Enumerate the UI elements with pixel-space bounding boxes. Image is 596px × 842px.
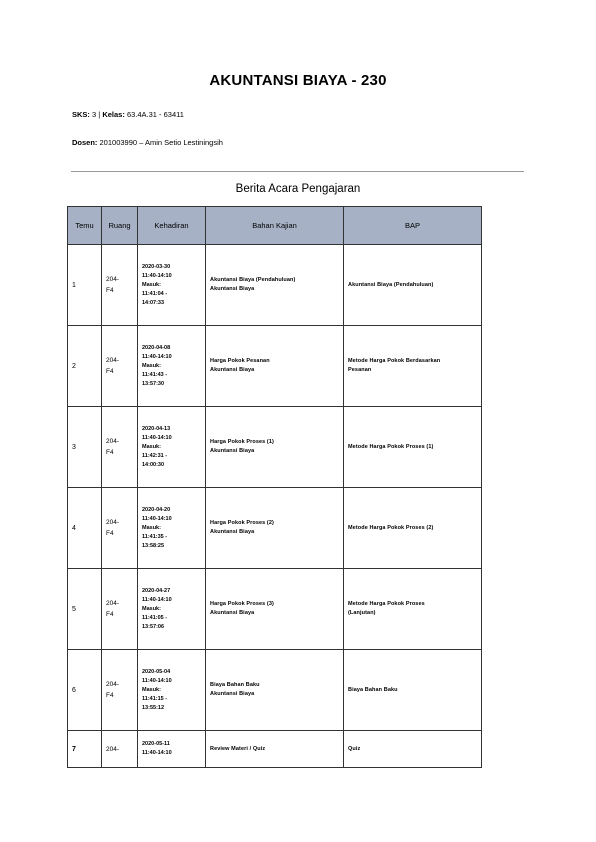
- cell-kehadiran-line: 11:41:43 -: [142, 371, 168, 378]
- sks-label: SKS:: [72, 110, 90, 119]
- table-header-row: [68, 207, 482, 245]
- lecturer-info: [72, 138, 223, 147]
- cell-ruang-line: F4: [106, 368, 114, 375]
- divider: [71, 171, 524, 172]
- cell-ruang-line: F4: [106, 530, 114, 537]
- cell-bap: [344, 650, 482, 731]
- cell-ruang-line: 204-: [106, 357, 120, 364]
- header-bap: BAP: [344, 207, 482, 245]
- cell-bahan-kajian-line: Akuntansi Biaya: [210, 367, 255, 373]
- cell-bap: [344, 488, 482, 569]
- cell-kehadiran-line: 11:40-14:10: [142, 272, 172, 279]
- cell-ruang-line: 204-: [106, 276, 120, 283]
- cell-ruang-line: 204-: [106, 745, 120, 753]
- cell-bap-line: Quiz: [348, 745, 361, 752]
- cell-ruang: [102, 650, 138, 731]
- cell-kehadiran-line: Masuk:: [142, 443, 161, 450]
- dosen-value: 201003990 – Amin Setio Lestiningsih: [99, 138, 223, 147]
- cell-kehadiran: [138, 731, 206, 768]
- cell-ruang-line: 204-: [106, 600, 120, 607]
- cell-bahan-kajian-line: Akuntansi Biaya: [210, 529, 255, 535]
- cell-ruang-line: F4: [106, 692, 114, 699]
- cell-kehadiran-line: 2020-04-20: [142, 506, 171, 513]
- cell-bap-line: Metode Harga Pokok Proses: [348, 601, 425, 607]
- cell-bahan-kajian: [206, 326, 344, 407]
- cell-bap-line: Metode Harga Pokok Proses (1): [348, 443, 434, 450]
- kelas-value: 63.4A.31 - 63411: [126, 110, 184, 119]
- cell-kehadiran-line: 11:40-14:10: [142, 515, 172, 522]
- cell-kehadiran-line: 13:57:30: [142, 380, 165, 387]
- cell-kehadiran-line: 13:58:25: [142, 542, 165, 549]
- bap-table: [67, 206, 482, 768]
- cell-bahan-kajian: [206, 407, 344, 488]
- cell-ruang-line: F4: [106, 287, 114, 294]
- section-title: Berita Acara Pengajaran: [235, 183, 361, 195]
- cell-bahan-kajian-line: Review Materi / Quiz: [210, 745, 266, 752]
- cell-ruang: [102, 245, 138, 326]
- cell-temu: 6: [68, 650, 102, 731]
- header-temu: Temu: [68, 207, 102, 245]
- cell-kehadiran-line: 14:07:33: [142, 299, 165, 306]
- cell-bap-line: Metode Harga Pokok Proses (2): [348, 524, 434, 531]
- cell-kehadiran: [138, 326, 206, 407]
- cell-bahan-kajian-line: Harga Pokok Pesanan: [210, 358, 270, 364]
- cell-bahan-kajian: [206, 245, 344, 326]
- table-body: [68, 245, 482, 768]
- cell-bap: [344, 326, 482, 407]
- cell-bap-line: Biaya Bahan Baku: [348, 686, 398, 693]
- cell-ruang: [102, 326, 138, 407]
- cell-kehadiran-line: 11:41:35 -: [142, 533, 168, 540]
- table-row: [68, 407, 482, 488]
- cell-bahan-kajian: [206, 488, 344, 569]
- cell-ruang: [102, 407, 138, 488]
- cell-bahan-kajian-line: Akuntansi Biaya (Pendahuluan): [210, 277, 296, 283]
- cell-temu: 2: [68, 326, 102, 407]
- cell-bap-line: Metode Harga Pokok Berdasarkan: [348, 358, 441, 364]
- cell-kehadiran-line: 2020-04-13: [142, 425, 171, 432]
- table-row: [68, 569, 482, 650]
- cell-kehadiran-line: 2020-04-08: [142, 344, 171, 351]
- header-kehadiran: Kehadiran: [138, 207, 206, 245]
- cell-kehadiran-line: 11:42:31 -: [142, 452, 168, 459]
- cell-kehadiran-line: 11:40-14:10: [142, 434, 172, 441]
- cell-bap-line: Pesanan: [348, 367, 372, 373]
- cell-kehadiran-line: Masuk:: [142, 686, 161, 693]
- cell-temu: 7: [68, 731, 102, 768]
- table-row: [68, 245, 482, 326]
- cell-bap: [344, 407, 482, 488]
- course-info: [72, 110, 184, 119]
- cell-kehadiran-line: 13:55:12: [142, 704, 165, 711]
- cell-ruang: [102, 731, 138, 768]
- page-title: AKUNTANSI BIAYA - 230: [209, 72, 387, 89]
- cell-ruang-line: F4: [106, 449, 114, 456]
- cell-kehadiran-line: 2020-05-04: [142, 668, 171, 675]
- table-row: [68, 488, 482, 569]
- kelas-label: Kelas:: [102, 110, 125, 119]
- cell-kehadiran-line: 11:40-14:10: [142, 353, 172, 360]
- cell-bahan-kajian: [206, 569, 344, 650]
- cell-kehadiran: [138, 245, 206, 326]
- cell-kehadiran-line: 2020-05-11: [142, 741, 170, 747]
- cell-ruang-line: 204-: [106, 438, 120, 445]
- cell-bap: [344, 569, 482, 650]
- header-bahan-kajian: Bahan Kajian: [206, 207, 344, 245]
- cell-bahan-kajian: [206, 650, 344, 731]
- cell-kehadiran-line: 11:41:05 -: [142, 614, 168, 621]
- cell-kehadiran-line: 14:00:30: [142, 461, 165, 468]
- cell-bap: [344, 731, 482, 768]
- cell-kehadiran: [138, 650, 206, 731]
- cell-ruang-line: F4: [106, 611, 114, 618]
- dosen-label: Dosen:: [72, 138, 98, 147]
- cell-temu: 5: [68, 569, 102, 650]
- table-row: [68, 731, 482, 768]
- cell-kehadiran-line: 13:57:06: [142, 623, 165, 630]
- cell-kehadiran-line: Masuk:: [142, 362, 161, 369]
- cell-ruang: [102, 488, 138, 569]
- cell-kehadiran-line: 11:40-14:10: [142, 596, 172, 603]
- sks-value: 3: [92, 110, 97, 119]
- cell-kehadiran-line: Masuk:: [142, 605, 161, 612]
- cell-kehadiran-line: 2020-04-27: [142, 587, 171, 594]
- cell-kehadiran: [138, 407, 206, 488]
- cell-kehadiran-line: 11:40-14:10: [142, 677, 172, 684]
- cell-bap-line: (Lanjutan): [348, 610, 376, 616]
- separator: |: [98, 110, 101, 119]
- cell-kehadiran: [138, 569, 206, 650]
- cell-ruang: [102, 569, 138, 650]
- cell-bahan-kajian-line: Harga Pokok Proses (1): [210, 439, 274, 445]
- table-row: [68, 326, 482, 407]
- cell-kehadiran-line: 11:41:15 -: [142, 695, 168, 702]
- cell-bahan-kajian-line: Biaya Bahan Baku: [210, 682, 260, 688]
- cell-ruang-line: 204-: [106, 519, 120, 526]
- header-ruang: Ruang: [102, 207, 138, 245]
- cell-kehadiran-line: 11:40-14:10: [142, 750, 172, 756]
- cell-bahan-kajian-line: Akuntansi Biaya: [210, 610, 255, 616]
- table-row: [68, 650, 482, 731]
- cell-bahan-kajian-line: Akuntansi Biaya: [210, 286, 255, 292]
- cell-bahan-kajian-line: Harga Pokok Proses (3): [210, 601, 274, 607]
- cell-bap-line: Akuntansi Biaya (Pendahuluan): [348, 281, 434, 288]
- cell-bap: [344, 245, 482, 326]
- cell-bahan-kajian: [206, 731, 344, 768]
- cell-bahan-kajian-line: Akuntansi Biaya: [210, 691, 255, 697]
- cell-kehadiran-line: Masuk:: [142, 281, 161, 288]
- cell-temu: 1: [68, 245, 102, 326]
- cell-kehadiran: [138, 488, 206, 569]
- cell-temu: 3: [68, 407, 102, 488]
- cell-bahan-kajian-line: Harga Pokok Proses (2): [210, 520, 274, 526]
- cell-ruang-line: 204-: [106, 681, 120, 688]
- cell-kehadiran-line: 11:41:04 -: [142, 290, 168, 297]
- cell-bahan-kajian-line: Akuntansi Biaya: [210, 448, 255, 454]
- cell-kehadiran-line: 2020-03-30: [142, 263, 171, 270]
- cell-kehadiran-line: Masuk:: [142, 524, 161, 531]
- cell-temu: 4: [68, 488, 102, 569]
